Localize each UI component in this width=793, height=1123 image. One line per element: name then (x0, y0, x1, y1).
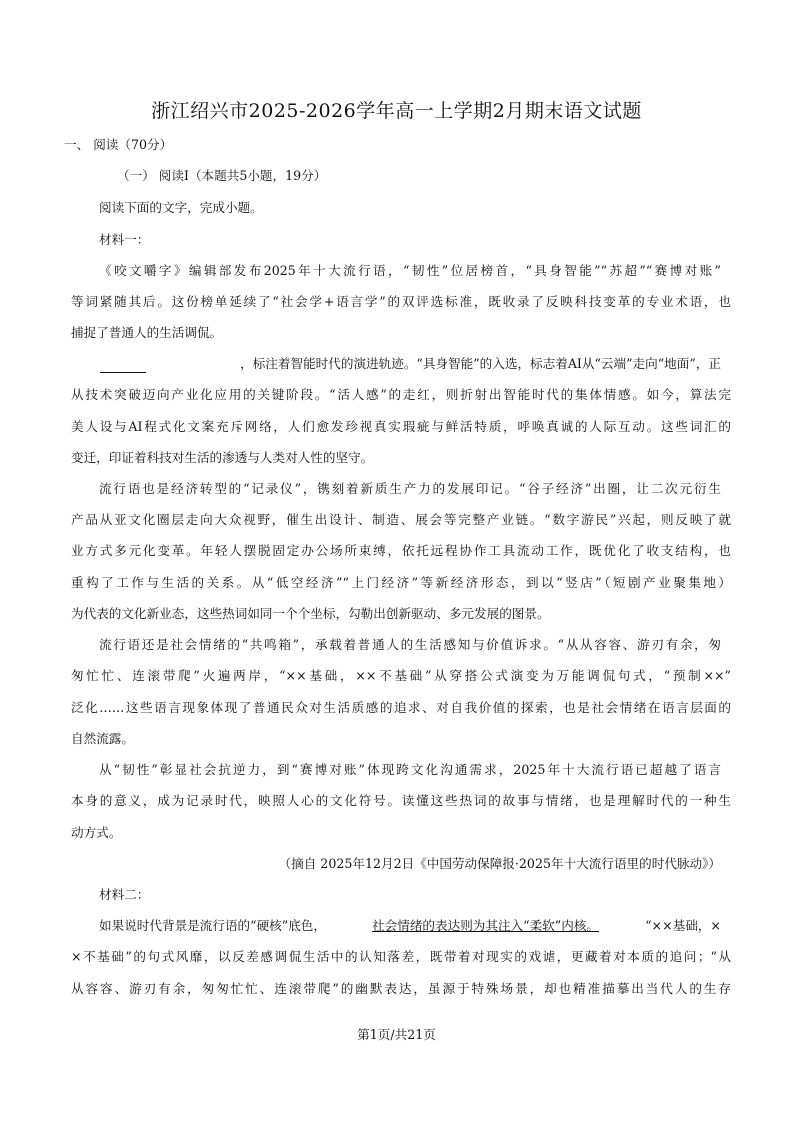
paragraph-line: 等词紧随其后。这份榜单延续了“社会学+语言学”的双评选标准，既收录了反映科技变革的专业术语，也 (71, 294, 731, 309)
paragraph-line: 《咬文嚼字》编辑部发布2025年十大流行语，“韧性”位居榜首，“具身智能”“苏超”“赛博对账” (99, 263, 721, 278)
paragraph-line (100, 355, 721, 373)
paragraph-line: 流行语也是经济转型的“记录仪”，镌刻着新质生产力的发展印记。“谷子经济”出圈，让二次元衍生 (99, 481, 721, 496)
paragraph-line: 匆忙忙、连滚带爬”火遍两岸，“××基础，××不基础”从穿搭公式演变为万能调侃句式，“预制××” (71, 668, 731, 683)
paragraph-line: 从容容、游刃有余，匆匆忙忙、连滚带爬”的幽默表达，虽源于特殊场景，却也精准描摹出当代人的生存 (71, 981, 731, 996)
page-number: 第1页/共21页 (357, 1027, 436, 1042)
paragraph-line: 产品从亚文化圈层走向大众视野，催生出设计、制造、展会等完整产业链。“数字游民”兴起，则反映了就 (71, 512, 731, 527)
paragraph-segment: 如果说时代背景是流行语的“硬核”底色， (99, 918, 326, 933)
source-citation: （摘自 2025年12月2日《中国劳动保障报·2025年十大流行语里的时代脉动》） (278, 856, 721, 871)
paragraph-line: 变迁，印证着科技对生活的渗透与人类对人性的坚守。 (71, 450, 374, 465)
paragraph-line: 自然流露。 (71, 731, 134, 746)
paragraph-line: 业方式多元化变革。年轻人摆脱固定办公场所束缚，依托远程协作工具流动工作，既优化了收支结构，也 (71, 543, 731, 558)
paragraph-line: 为代表的文化新业态，这些热词如同一个个坐标，勾勒出创新驱动、多元发展的图景。 (71, 606, 550, 621)
section-heading: 一、 阅读（70分） (64, 137, 173, 152)
paragraph-line: 从“韧性”彰显社会抗逆力，到“赛博对账”体现跨文化沟通需求，2025年十大流行语已超越了语言 (99, 762, 721, 777)
paragraph-line: 捕捉了普通人的生活调侃。 (71, 325, 223, 340)
underlined-sentence: 社会情绪的表达则为其注入“柔软”内核。 (372, 918, 600, 933)
paragraph-line: 从技术突破迈向产业化应用的关键阶段。“活人感”的走红，则折射出智能时代的集体情感。如今，算法完 (71, 387, 731, 402)
paragraph-line: 泛化……这些语言现象体现了普通民众对生活质感的追求、对自我价值的探索，也是社会情绪在语言层面的 (71, 700, 731, 715)
material-label: 材料一： (99, 232, 150, 247)
paragraph-line: 流行语还是社会情绪的“共鸣箱”，承载着普通人的生活感知与价值诉求。“从从容容、游刃有余，匆 (99, 637, 721, 652)
material-label: 材料二： (99, 887, 150, 902)
paragraph-line (99, 917, 721, 935)
paragraph-line: ×不基础”的句式风靡，以反差感调侃生活中的认知落差，既带着对现实的戏谑，更藏着对本质的追问；“从 (71, 949, 731, 964)
paragraph-line: 美人设与AI程式化文案充斥网络，人们愈发珍视真实瑕疵与鲜活特质，呼唤真诚的人际互动。这些词汇的 (71, 419, 731, 434)
paragraph-line: 动方式。 (71, 825, 122, 840)
subsection-heading: （一） 阅读Ⅰ（本题共5小题，19分） (117, 168, 327, 183)
fill-in-blank (100, 355, 146, 373)
paragraph-line: 本身的意义，成为记录时代，映照人心的文化符号。读懂这些热词的故事与情绪，也是理解时代的一种生 (71, 793, 731, 808)
instruction-text: 阅读下面的文字，完成小题。 (99, 200, 263, 215)
page-title: 浙江绍兴市2025-2026学年高一上学期2月期末语文试题 (151, 100, 642, 122)
paragraph-line: 重构了工作与生活的关系。从“低空经济”“上门经济”等新经济形态，到以“竖店”（短剧产业聚集地） (71, 575, 731, 590)
paragraph-segment: “××基础，× (645, 918, 721, 933)
paragraph-line-text: ，标注着智能时代的演进轨迹。“具身智能”的入选，标志着AI从“云端”走向“地面”，正 (240, 356, 721, 371)
